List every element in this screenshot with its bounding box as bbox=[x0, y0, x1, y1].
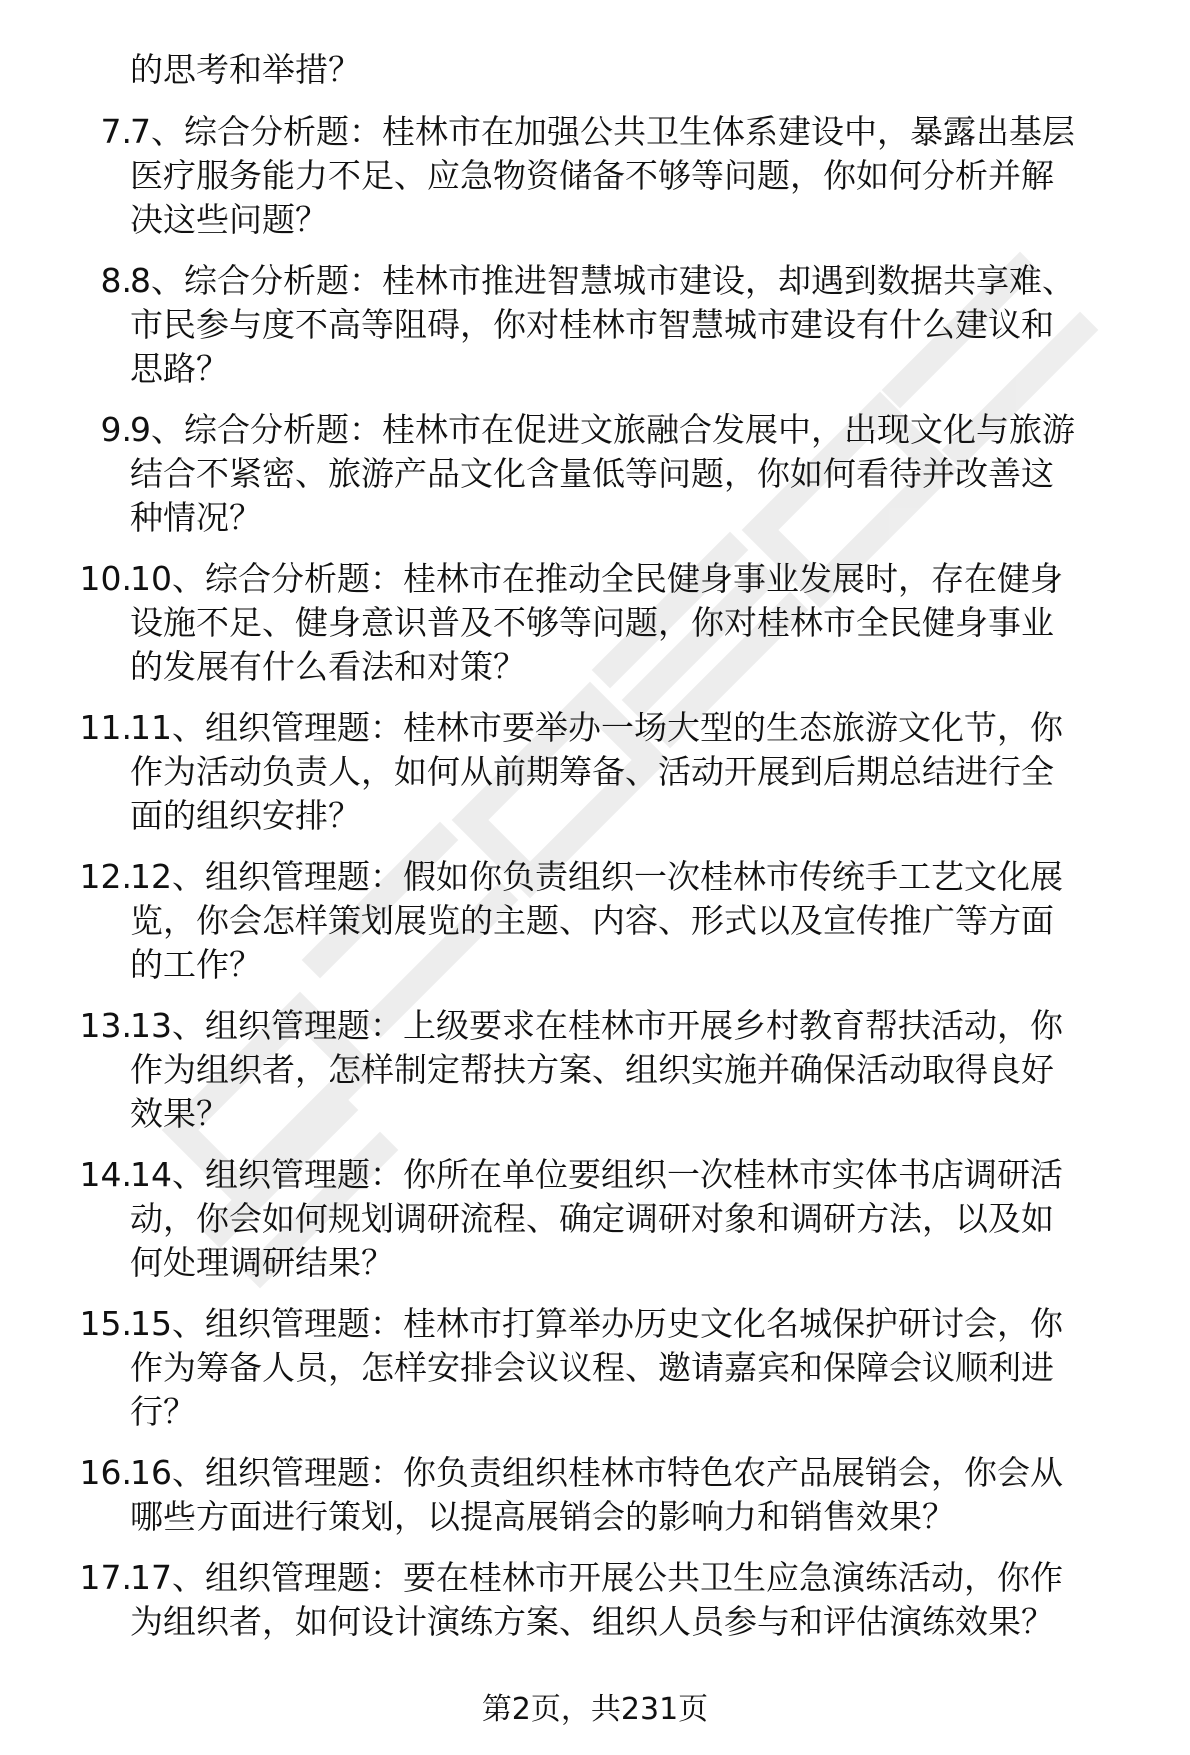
question-text bbox=[130, 1302, 1165, 1434]
question-item bbox=[0, 1451, 1190, 1539]
question-text-line: 8、综合分析题：桂林市推进智慧城市建设，却遇到数据共享难、 bbox=[130, 261, 1075, 300]
question-text-line: 效果？ bbox=[130, 1094, 229, 1133]
question-text-line: 16、组织管理题：你负责组织桂林市特色农产品展销会，你会从 bbox=[130, 1453, 1063, 1492]
question-item bbox=[0, 1004, 1190, 1136]
question-text-line: 9、综合分析题：桂林市在促进文旅融合发展中，出现文化与旅游 bbox=[130, 410, 1075, 449]
question-text-line: 动，你会如何规划调研流程、确定调研对象和调研方法，以及如 bbox=[130, 1199, 1054, 1238]
question-text bbox=[130, 408, 1165, 540]
question-text-line: 览，你会怎样策划展览的主题、内容、形式以及宣传推广等方面 bbox=[130, 901, 1054, 940]
question-text-line: 12、组织管理题：假如你负责组织一次桂林市传统手工艺文化展 bbox=[130, 857, 1063, 896]
question-text bbox=[130, 110, 1165, 242]
question-text-line: 医疗服务能力不足、应急物资储备不够等问题，你如何分析并解 bbox=[130, 156, 1054, 195]
question-item bbox=[0, 408, 1190, 540]
question-text-line: 设施不足、健身意识普及不够等问题，你对桂林市全民健身事业 bbox=[130, 603, 1054, 642]
question-item bbox=[0, 1556, 1190, 1644]
question-text-line: 作为活动负责人，如何从前期筹备、活动开展到后期总结进行全 bbox=[130, 752, 1054, 791]
question-number: 7. bbox=[100, 112, 132, 151]
question-text-line: 17、组织管理题：要在桂林市开展公共卫生应急演练活动，你作 bbox=[130, 1558, 1063, 1597]
question-number: 14. bbox=[79, 1155, 132, 1194]
question-text-line: 的工作？ bbox=[130, 945, 262, 984]
question-text-line: 行？ bbox=[130, 1392, 196, 1431]
question-text-line: 何处理调研结果？ bbox=[130, 1243, 394, 1282]
question-number: 12. bbox=[79, 857, 132, 896]
question-number: 15. bbox=[79, 1304, 132, 1343]
question-text-line: 结合不紧密、旅游产品文化含量低等问题，你如何看待并改善这 bbox=[130, 454, 1054, 493]
question-text-line: 市民参与度不高等阻碍，你对桂林市智慧城市建设有什么建议和 bbox=[130, 305, 1054, 344]
question-text-line: 14、组织管理题：你所在单位要组织一次桂林市实体书店调研活 bbox=[130, 1155, 1063, 1194]
question-text-line: 作为组织者，怎样制定帮扶方案、组织实施并确保活动取得良好 bbox=[130, 1050, 1054, 1089]
question-text bbox=[130, 706, 1165, 838]
question-item bbox=[0, 1153, 1190, 1285]
question-item bbox=[0, 259, 1190, 391]
question-text-line: 7、综合分析题：桂林市在加强公共卫生体系建设中，暴露出基层 bbox=[130, 112, 1075, 151]
question-text bbox=[130, 1153, 1165, 1285]
question-number: 13. bbox=[79, 1006, 132, 1045]
question-text-line: 作为筹备人员，怎样安排会议议程、邀请嘉宾和保障会议顺利进 bbox=[130, 1348, 1054, 1387]
question-text-line: 哪些方面进行策划，以提高展销会的影响力和销售效果？ bbox=[130, 1497, 955, 1536]
question-text bbox=[130, 1556, 1165, 1644]
question-text-line: 思路？ bbox=[130, 349, 229, 388]
question-text-line: 10、综合分析题：桂林市在推动全民健身事业发展时，存在健身 bbox=[130, 559, 1063, 598]
question-text-line: 种情况？ bbox=[130, 498, 262, 537]
question-text bbox=[130, 557, 1165, 689]
question-text-line: 13、组织管理题：上级要求在桂林市开展乡村教育帮扶活动，你 bbox=[130, 1006, 1063, 1045]
question-text-line: 决这些问题？ bbox=[130, 200, 328, 239]
question-text-line: 15、组织管理题：桂林市打算举办历史文化名城保护研讨会，你 bbox=[130, 1304, 1063, 1343]
question-number: 8. bbox=[100, 261, 132, 300]
question-number: 16. bbox=[79, 1453, 132, 1492]
question-number: 9. bbox=[100, 410, 132, 449]
question-number: 17. bbox=[79, 1558, 132, 1597]
question-list bbox=[0, 110, 1190, 1661]
continued-question-tail: 的思考和举措？ bbox=[130, 50, 361, 89]
question-text-line: 11、组织管理题：桂林市要举办一场大型的生态旅游文化节，你 bbox=[130, 708, 1063, 747]
page-footer: 第2页，共231页 bbox=[481, 1692, 709, 1727]
question-item bbox=[0, 855, 1190, 987]
question-text bbox=[130, 259, 1165, 391]
question-item bbox=[0, 557, 1190, 689]
question-number: 10. bbox=[79, 559, 132, 598]
question-text bbox=[130, 855, 1165, 987]
question-text-line: 的发展有什么看法和对策？ bbox=[130, 647, 526, 686]
question-item bbox=[0, 110, 1190, 242]
question-text bbox=[130, 1451, 1165, 1539]
question-number: 11. bbox=[79, 708, 132, 747]
question-item bbox=[0, 706, 1190, 838]
question-text-line: 为组织者，如何设计演练方案、组织人员参与和评估演练效果？ bbox=[130, 1602, 1054, 1641]
question-item bbox=[0, 1302, 1190, 1434]
question-text bbox=[130, 1004, 1165, 1136]
question-text-line: 面的组织安排？ bbox=[130, 796, 361, 835]
